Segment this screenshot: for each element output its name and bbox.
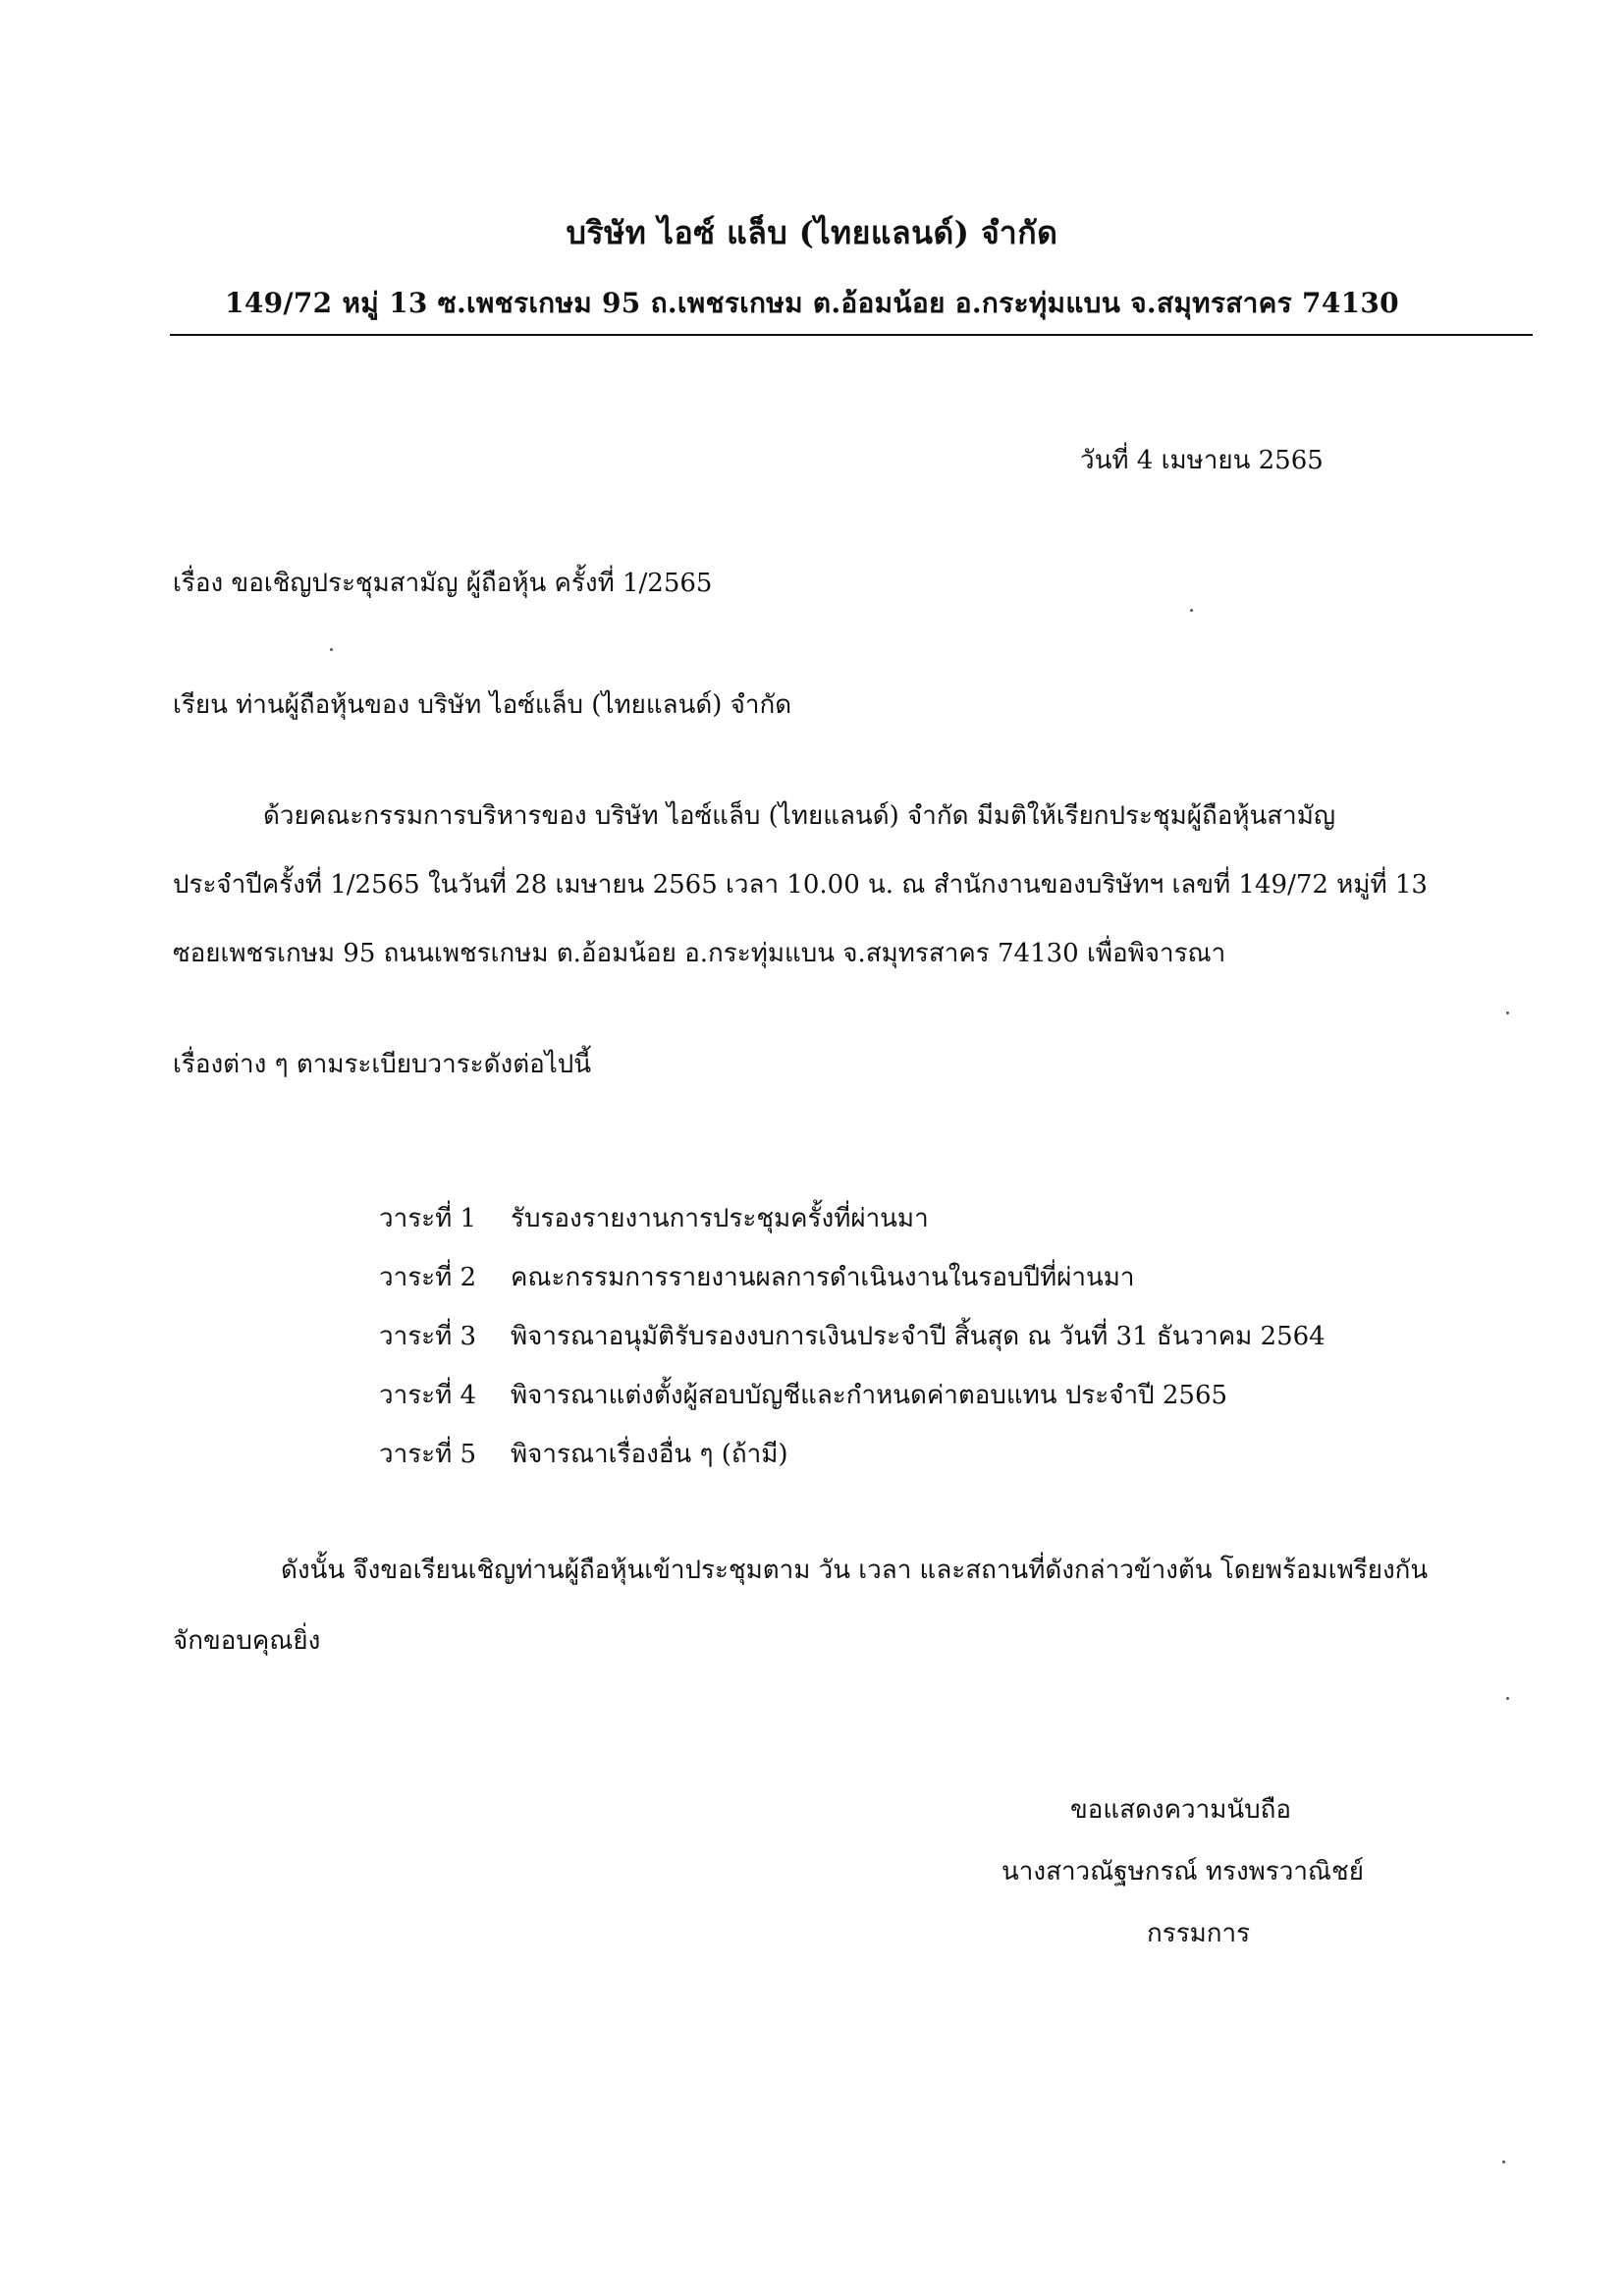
scan-speck — [1506, 1011, 1509, 1014]
header-divider — [170, 334, 1533, 336]
agenda-text: พิจารณาเรื่องอื่น ๆ (ถ้ามี) — [511, 1440, 788, 1469]
agenda-intro: เรื่องต่าง ๆ ตามระเบียบวาระดังต่อไปนี้ — [173, 1050, 592, 1079]
agenda-item — [379, 1434, 787, 1474]
agenda-number: วาระที่ 5 — [379, 1440, 477, 1469]
body-paragraph-line: ประจำปีครั้งที่ 1/2565 ในวันที่ 28 เมษายน 2565 เวลา 10.00 น. ณ สำนักงานของบริษัทฯ เลขที่ 149/72 หมู่ที่ 13 — [173, 870, 1428, 900]
agenda-item — [379, 1375, 1227, 1415]
company-name: บริษัท ไอซ์ แล็บ (ไทยแลนด์) จำกัด — [566, 214, 1058, 251]
agenda-item — [379, 1198, 929, 1238]
agenda-number: วาระที่ 4 — [379, 1381, 477, 1410]
signature-name: นางสาวณัฐษกรณ์ ทรงพรวาณิชย์ — [1001, 1857, 1364, 1886]
body-paragraph-line: ซอยเพชรเกษม 95 ถนนเพชรเกษม ต.อ้อมน้อย อ.กระทุ่มแบน จ.สมุทรสาคร 74130 เพื่อพิจารณา — [173, 939, 1226, 968]
letter-date: วันที่ 4 เมษายน 2565 — [1080, 446, 1324, 475]
letter-subject: เรื่อง ขอเชิญประชุมสามัญ ผู้ถือหุ้น ครั้งที่ 1/2565 — [173, 569, 713, 598]
closing-line: ดังนั้น จึงขอเรียนเชิญท่านผู้ถือหุ้นเข้าประชุมตาม วัน เวลา และสถานที่ดังกล่าวข้างต้น โดยพร้อมเพรียงกัน — [281, 1556, 1429, 1585]
signature-regards: ขอแสดงความนับถือ — [1070, 1795, 1291, 1825]
scan-speck — [330, 648, 333, 651]
signature-title: กรรมการ — [1147, 1919, 1251, 1948]
body-paragraph-line: ด้วยคณะกรรมการบริหารของ บริษัท ไอซ์แล็บ (ไทยแลนด์) จำกัด มีมติให้เรียกประชุมผู้ถือหุ้นสามัญ — [263, 801, 1336, 831]
agenda-item — [379, 1316, 1326, 1356]
agenda-item — [379, 1257, 1134, 1297]
agenda-number: วาระที่ 1 — [379, 1204, 477, 1233]
scan-speck — [1502, 2160, 1505, 2163]
agenda-text: พิจารณาอนุมัติรับรองงบการเงินประจำปี สิ้นสุด ณ วันที่ 31 ธันวาคม 2564 — [511, 1322, 1326, 1351]
company-address: 149/72 หมู่ 13 ซ.เพชรเกษม 95 ถ.เพชรเกษม ต.อ้อมน้อย อ.กระทุ่มแบน จ.สมุทรสาคร 74130 — [225, 287, 1399, 319]
agenda-text: คณะกรรมการรายงานผลการดำเนินงานในรอบปีที่ผ่านมา — [511, 1263, 1135, 1292]
letter-salutation: เรียน ท่านผู้ถือหุ้นของ บริษัท ไอซ์แล็บ (ไทยแลนด์) จำกัด — [173, 690, 792, 720]
agenda-number: วาระที่ 3 — [379, 1322, 477, 1351]
agenda-number: วาระที่ 2 — [379, 1263, 477, 1292]
scan-speck — [1190, 609, 1193, 612]
scan-speck — [1506, 1697, 1509, 1700]
agenda-text: รับรองรายงานการประชุมครั้งที่ผ่านมา — [511, 1204, 929, 1233]
agenda-text: พิจารณาแต่งตั้งผู้สอบบัญชีและกำหนดค่าตอบแทน ประจำปี 2565 — [511, 1381, 1228, 1410]
closing-line: จักขอบคุณยิ่ง — [173, 1626, 321, 1656]
